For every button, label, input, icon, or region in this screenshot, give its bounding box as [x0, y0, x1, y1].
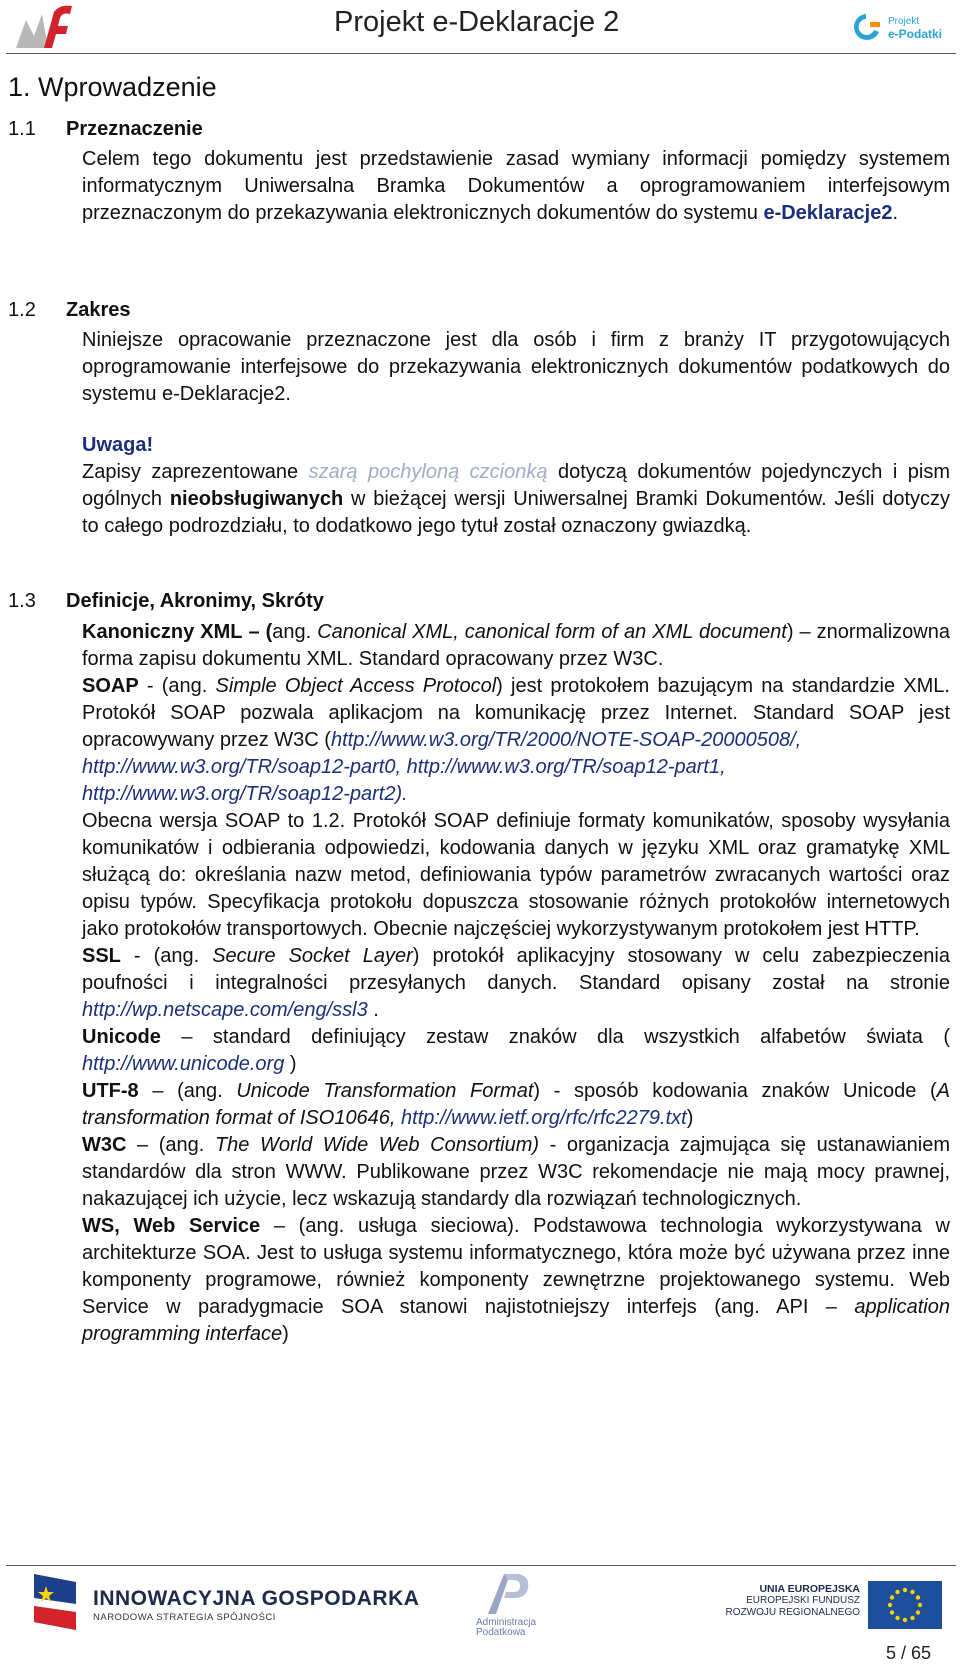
e-podatki-logo-line1: Projekt — [888, 16, 920, 27]
ws-rest: – (ang. usługa sieciowa). Podstawowa technologia wykorzystywana w architekturze SOA. Jest to usługa systemu informatycznego, która może być używana przez inne komponenty programowe, również komponenty zewnętrzne projektowanego systemu. Web Service w paradygmacie SOA stanowi najistotniejszy interfejs (ang. API – — [82, 1215, 950, 1318]
w3c-rest: - organizacja zajmująca się ustanawianiem standardów dla stron WWW. Publikowane przez W3C rekomendacje nie mają mocy prawnej, nakazującej ich użycie, lecz wskazują standardy dla rozwiązań technologicznych. — [82, 1134, 950, 1210]
section-1-3-title: Definicje, Akronimy, Skróty — [66, 590, 324, 612]
section-1-2-title: Zakres — [66, 299, 131, 321]
definition-unicode — [82, 1024, 950, 1078]
e-podatki-logo-line2: e-Podatki — [888, 27, 943, 41]
chapter-heading — [8, 72, 217, 103]
note-title-text: Uwaga! — [82, 434, 154, 456]
header-divider — [6, 53, 956, 54]
ws-english: application programming interface — [82, 1296, 950, 1345]
footer-ap-line-1: Administracja — [476, 1617, 537, 1628]
definition-canonical-xml — [82, 619, 950, 673]
section-1-1-number-b: 1 — [24, 118, 36, 140]
footer-ig-subtitle: NARODOWA STRATEGIA SPÓJNOŚCI — [93, 1612, 276, 1623]
term-ssl: SSL — [82, 945, 121, 967]
xml-dash: – ( — [248, 621, 273, 643]
soap-paragraph-2: Obecna wersja SOAP to 1.2. Protokół SOAP definiuje formaty komunikatów, sposoby wysyłania komunikatów i odbierania odpowiedzi, kodowania danych w języku XML oraz gramatykę XML służącą do: określania nazw metod, definiowania typów parametrów zwracanych wartości oraz opisu typów. Specyfikacja protokołu dopuszcza stosowanie różnych protokołów internetowych jako protokołów transportowych. Obecnie najczęściej wykorzystywanym protokołem jest HTTP. — [82, 810, 950, 940]
soap-rest: ) jest protokołem bazującym na standardzie XML. Protokół SOAP pozwala aplikacjom na komunikację przez Internet. Standard SOAP jest opracowywany przez W3C ( — [82, 675, 950, 751]
utf-english-2: A transformation format of ISO10646, — [82, 1080, 950, 1129]
ministry-finance-logo — [14, 4, 78, 50]
section-1-2-heading — [8, 299, 131, 322]
ssl-rest: ) protokół aplikacyjny stosowany w celu zabezpieczenia poufności i integralności przesyłanych danych. Standard opisany został na stronie — [82, 945, 950, 994]
unicode-end: ) — [284, 1053, 297, 1075]
note-part-1: Zapisy zaprezentowane — [82, 461, 299, 483]
s11-bold-product: e-Deklaracje2 — [763, 202, 893, 224]
soap-link-1[interactable]: http://www.w3.org/TR/2000/NOTE-SOAP-20000508/, — [330, 729, 802, 751]
definition-w3c — [82, 1132, 950, 1213]
ws-end: ) — [282, 1323, 289, 1345]
paragraph — [82, 146, 950, 227]
utf-link[interactable]: http://www.ietf.org/rfc/rfc2279.txt — [401, 1107, 687, 1129]
note-title — [82, 432, 950, 459]
section-1-1-body — [82, 146, 950, 227]
footer-eu-line-3: ROZWOJU REGIONALNEGO — [725, 1607, 860, 1618]
ssl-end: . — [367, 999, 379, 1021]
xml-ang: ang. — [272, 621, 318, 643]
footer-eu-line-2: EUROPEJSKI FUNDUSZ — [746, 1595, 860, 1606]
innowacyjna-gospodarka-flag-logo — [30, 1572, 80, 1632]
note-paragraph — [82, 459, 950, 540]
term-web-service: WS, Web Service — [82, 1215, 261, 1237]
soap-link-2[interactable]: http://www.w3.org/TR/soap12-part0, http://www.w3.org/TR/soap12-part1, — [82, 756, 726, 778]
definition-soap — [82, 673, 950, 754]
note-bold: nieobsługiwanych — [169, 488, 344, 510]
eu-flag-icon — [868, 1581, 942, 1629]
w3c-english: The World Wide Web Consortium) — [214, 1134, 540, 1156]
soap-ang: - (ang. — [138, 675, 216, 697]
footer-ap-line-2: Podatkowa — [476, 1627, 526, 1638]
unicode-rest: – standard definiujący zestaw znaków dla wszystkich alfabetów świata ( — [160, 1026, 950, 1048]
term-w3c: W3C — [82, 1134, 127, 1156]
footer-ig-title: INNOWACYJNA GOSPODARKA — [93, 1587, 420, 1610]
chapter-title: Wprowadzenie — [38, 72, 217, 102]
term-canonical-xml: Kanoniczny XML — [82, 621, 243, 643]
xml-rest: ) – znormalizowna forma zapisu dokumentu XML. Standard opracowany przez W3C. — [82, 621, 950, 670]
section-1-1-number-a: 1. — [8, 118, 25, 140]
section-1-2-number-b: 2 — [24, 299, 36, 321]
ssl-english: Secure Socket Layer — [212, 945, 413, 967]
header-title: Projekt e-Deklaracje 2 — [334, 6, 620, 38]
xml-english: Canonical XML, canonical form of an XML document — [317, 621, 787, 643]
chapter-number: 1. — [8, 72, 31, 102]
utf-rest: ) - sposób kodowania znaków Unicode ( — [533, 1080, 937, 1102]
utf-ang: – (ang. — [138, 1080, 237, 1102]
term-soap: SOAP — [82, 675, 139, 697]
section-1-3-heading — [8, 590, 324, 613]
page-header — [0, 0, 960, 54]
footer-ap-text — [476, 1618, 536, 1638]
utf-english: Unicode Transformation Format — [236, 1080, 534, 1102]
paragraph: Niniejsze opracowanie przeznaczone jest dla osób i firm z branży IT przygotowujących oprogramowanie interfejsowe do przekazywania elektronicznych dokumentów podatkowych do systemu e-Deklaracje2. — [82, 329, 950, 405]
section-1-2-number-a: 1. — [8, 299, 25, 321]
term-utf8: UTF-8 — [82, 1080, 139, 1102]
unicode-link[interactable]: http://www.unicode.org — [82, 1053, 285, 1075]
e-podatki-logo — [850, 10, 950, 44]
s11-text-end: . — [892, 202, 898, 224]
section-1-2-body — [82, 327, 950, 540]
footer-divider — [6, 1565, 956, 1566]
soap-links-line — [82, 781, 950, 808]
soap-english: Simple Object Access Protocol — [215, 675, 497, 697]
footer-eu-text — [712, 1583, 860, 1619]
definition-utf8 — [82, 1078, 950, 1132]
ssl-link[interactable]: http://wp.netscape.com/eng/ssl3 — [82, 999, 368, 1021]
note-grey-italic: szarą pochyloną czcionką — [308, 461, 548, 483]
w3c-ang: – (ang. — [126, 1134, 215, 1156]
ssl-ang: - (ang. — [120, 945, 213, 967]
page-number: 5 / 65 — [886, 1643, 932, 1663]
utf-end: ) — [686, 1107, 694, 1129]
soap-links-line — [82, 754, 950, 781]
section-1-3-body — [82, 619, 950, 1348]
soap-link-3[interactable]: http://www.w3.org/TR/soap12-part2). — [82, 783, 408, 805]
section-1-1-heading — [8, 118, 203, 141]
s11-text: Celem tego dokumentu jest przedstawienie zasad wymiany informacji pomiędzy systemem informatycznym Uniwersalna Bramka Dokumentów a oprogramowaniem interfejsowym przeznaczonym do przekazywania elektronicznych dokumentów do systemu — [82, 148, 950, 224]
section-1-1-title: Przeznaczenie — [66, 118, 203, 140]
section-1-3-number-b: 3 — [24, 590, 36, 612]
note-part-3: w bieżącej wersji Uniwersalnej Bramki Dokumentów. Jeśli dotyczy to całego podrozdziału, to dodatkowo jego tytuł został oznaczony gwiazdką. — [82, 488, 951, 537]
term-unicode: Unicode — [82, 1026, 161, 1048]
definition-web-service — [82, 1213, 950, 1348]
section-1-3-number-a: 1. — [8, 590, 25, 612]
footer-eu-line-1: UNIA EUROPEJSKA — [759, 1583, 860, 1595]
definition-ssl — [82, 943, 950, 1024]
note-part-2: dotyczą dokumentów pojedynczych i pism ogólnych — [82, 461, 951, 510]
